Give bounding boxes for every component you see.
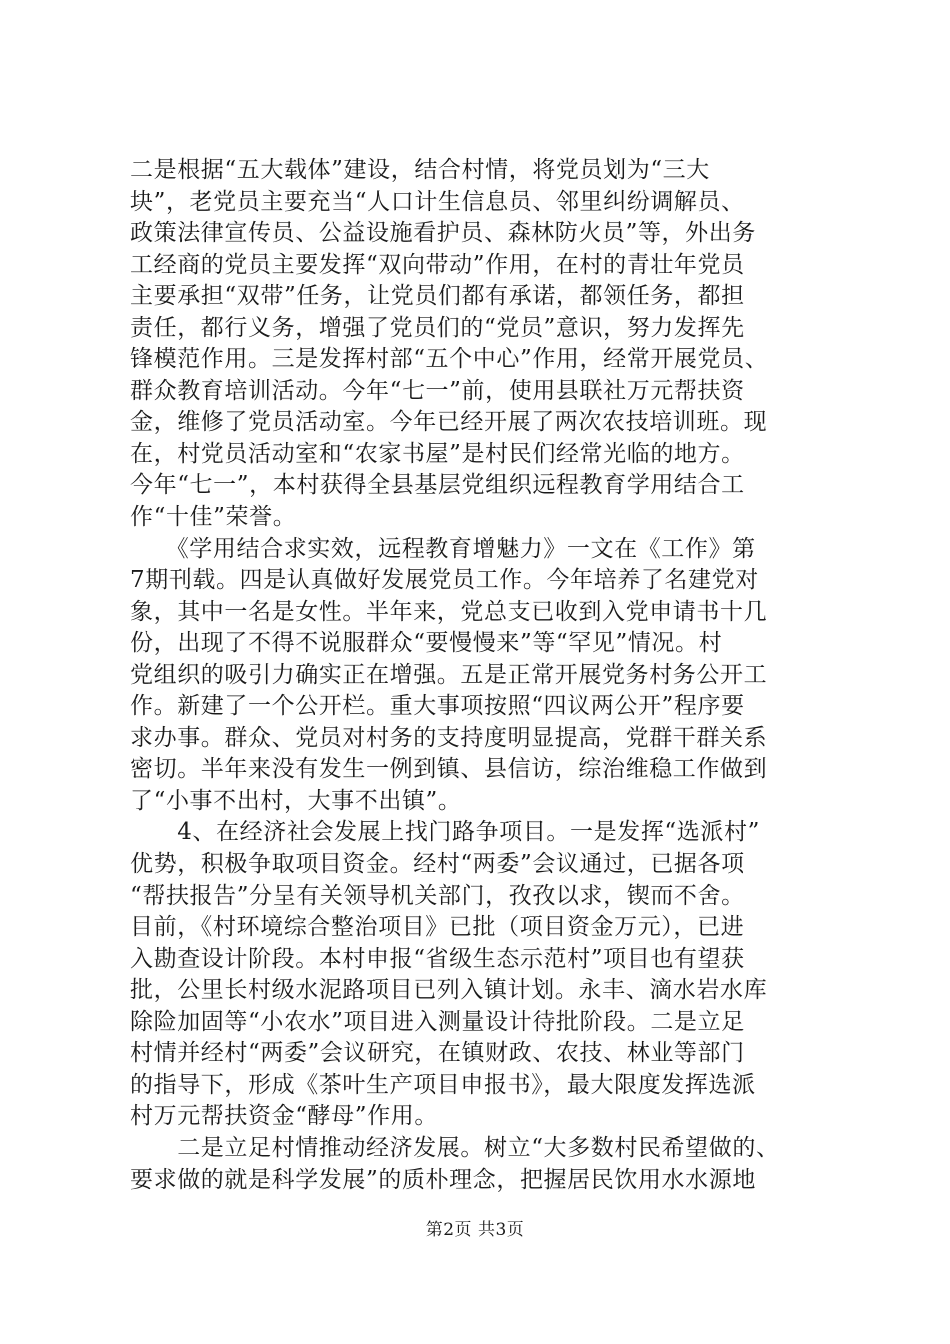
text-line: 除险加固等“小农水”项目进入测量设计待批阶段。二是立足 [130, 1008, 745, 1035]
text-line: 批，公里长村级水泥路项目已列入镇计划。永丰、滴水岩水库 [130, 977, 768, 1004]
text-line: 金，维修了党员活动室。今年已经开展了两次农技培训班。现 [130, 409, 768, 436]
text-line: 作“十佳”荣誉。 [130, 504, 297, 531]
text-line: 份，出现了不得不说服群众“要慢慢来”等“罕见”情况。村 [130, 630, 723, 657]
text-line: 二是根据“五大载体”建设，结合村情，将党员划为“三大 [130, 157, 710, 183]
text-line: 7期刊载。四是认真做好发展党员工作。今年培养了名建党对 [130, 567, 759, 594]
text-line: 求办事。群众、党员对村务的支持度明显提高，党群干群关系 [130, 724, 768, 751]
text-line: 作。新建了一个公开栏。重大事项按照“四议两公开”程序要 [130, 693, 745, 720]
text-line: 《学用结合求实效，远程教育增魅力》一文在《工作》第 [130, 535, 756, 562]
text-line: 优势，积极争取项目资金。经村“两委”会议通过，已据各项 [130, 851, 745, 878]
text-line: 村情并经村“两委”会议研究，在镇财政、农技、林业等部门 [130, 1040, 745, 1067]
text-line: 4、在经济社会发展上找门路争项目。一是发挥“选派村” [130, 819, 760, 846]
text-line: 在，村党员活动室和“农家书屋”是村民们经常光临的地方。 [130, 440, 745, 467]
text-line: “帮扶报告”分呈有关领导机关部门，孜孜以求，锲而不舍。 [130, 882, 745, 909]
text-line: 密切。半年来没有发生一例到镇、县信访，综治维稳工作做到 [130, 756, 768, 783]
text-line: 党组织的吸引力确实正在增强。五是正常开展党务村务公开工 [130, 661, 768, 688]
text-line: 主要承担“双带”任务，让党员们都有承诺，都领任务，都担 [130, 283, 745, 310]
text-line: 村万元帮扶资金“酵母”作用。 [130, 1103, 438, 1130]
text-line: 象，其中一名是女性。半年来，党总支已收到入党申请书十几 [130, 598, 768, 625]
text-line: 责任，都行义务，增强了党员们的“党员”意识，努力发挥先 [130, 314, 745, 341]
text-line: 了“小事不出村，大事不出镇”。 [130, 787, 462, 814]
text-line: 块”，老党员主要充当“人口计生信息员、邻里纠纷调解员、 [130, 188, 745, 215]
text-line: 群众教育培训活动。今年“七一”前，使用县联社万元帮扶资 [130, 377, 745, 404]
text-line: 入勘查设计阶段。本村申报“省级生态示范村”项目也有望获 [130, 945, 745, 972]
text-line: 目前，《村环境综合整治项目》已批（项目资金万元），已进 [130, 914, 745, 941]
text-line: 锋模范作用。三是发挥村部“五个中心”作用，经常开展党员、 [130, 346, 769, 373]
text-line: 要求做的就是科学发展”的质朴理念，把握居民饮用水水源地 [130, 1166, 756, 1193]
text-line: 的指导下，形成《茶叶生产项目申报书》，最大限度发挥选派 [130, 1071, 756, 1098]
text-line: 今年“七一”，本村获得全县基层党组织远程教育学用结合工 [130, 472, 745, 499]
document-body [130, 155, 826, 1196]
text-line: 工经商的党员主要发挥“双向带动”作用，在村的青壮年党员 [130, 251, 745, 278]
page-footer: 第2页 共3页 [425, 1220, 525, 1240]
text-line: 政策法律宣传员、公益设施看护员、森林防火员”等，外出务 [130, 220, 756, 247]
text-line: 二是立足村情推动经济发展。树立“大多数村民希望做的、 [130, 1134, 780, 1161]
